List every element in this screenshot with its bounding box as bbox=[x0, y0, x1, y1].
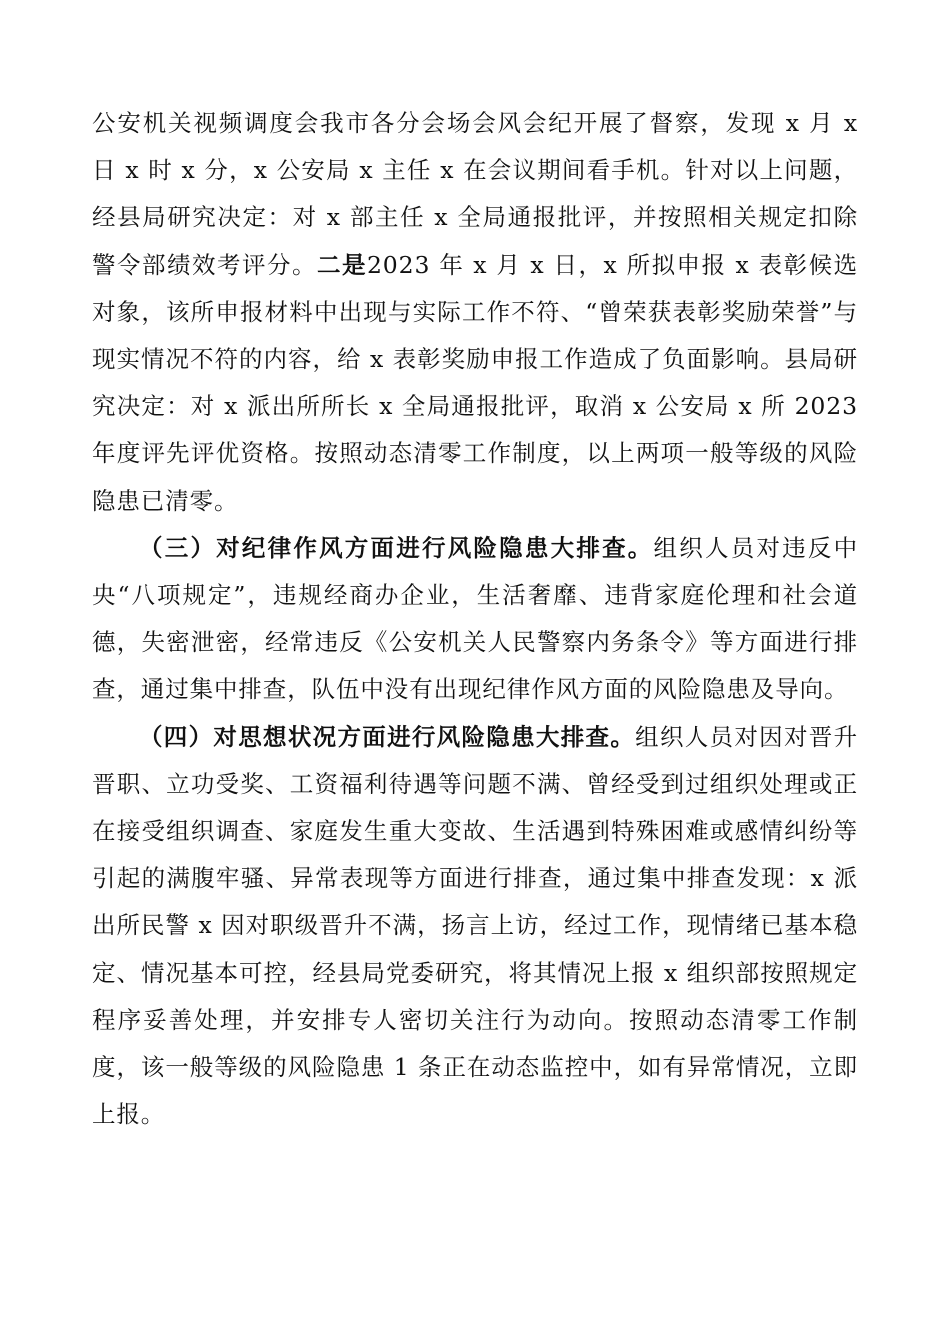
paragraph-inline-heading: 二是 bbox=[316, 250, 367, 279]
paragraph-text-before: 公安机关视频调度会我市各分会场会风会纪开展了督察，发现 x 月 x 日 x 时 x 分，x 公安局 x 主任 x 在会议期间看手机。针对以上问题，经县局研究决定：对 x 部主任 x 全局通报批评，并按照相关规定扣除警令部绩效考评分。 bbox=[92, 109, 858, 279]
paragraph-continuation bbox=[92, 100, 858, 525]
section-three-body: 组织人员对违反中央“八项规定”，违规经商办企业，生活奢靡、违背家庭伦理和社会道德，失密泄密，经常违反《公安机关人民警察内务条令》等方面进行排查，通过集中排查，队伍中没有出现纪律作风方面的风险隐患及导向。 bbox=[92, 533, 858, 704]
paragraph-section-four bbox=[92, 714, 858, 1139]
section-three-heading: （三）对纪律作风方面进行风险隐患大排查。 bbox=[139, 533, 654, 562]
section-four-body: 组织人员对因对晋升晋职、立功受奖、工资福利待遇等问题不满、曾经受到过组织处理或正在接受组织调查、家庭发生重大变故、生活遇到特殊困难或感情纠纷等引起的满腹牢骚、异常表现等方面进行排查，通过集中排查发现：x 派出所民警 x 因对职级晋升不满，扬言上访，经过工作，现情绪已基本稳定、情况基本可控，经县局党委研究，将其情况上报 x 组织部按照规定程序妥善处理，并安排专人密切关注行为动向。按照动态清零工作制度，该一般等级的风险隐患 1 条正在动态监控中，如有异常情况，立即上报。 bbox=[92, 722, 858, 1129]
section-four-heading: （四）对思想状况方面进行风险隐患大排查。 bbox=[139, 722, 636, 751]
document-page bbox=[92, 100, 858, 1138]
paragraph-section-three bbox=[92, 525, 858, 714]
paragraph-text-after: 2023 年 x 月 x 日，x 所拟申报 x 表彰候选对象，该所申报材料中出现与实际工作不符、“曾荣获表彰奖励荣誉”与现实情况不符的内容，给 x 表彰奖励申报工作造成了负面影响。县局研究决定：对 x 派出所所长 x 全局通报批评，取消 x 公安局 x 所 2023 年度评先评优资格。按照动态清零工作制度，以上两项一般等级的风险隐患已清零。 bbox=[92, 250, 859, 515]
